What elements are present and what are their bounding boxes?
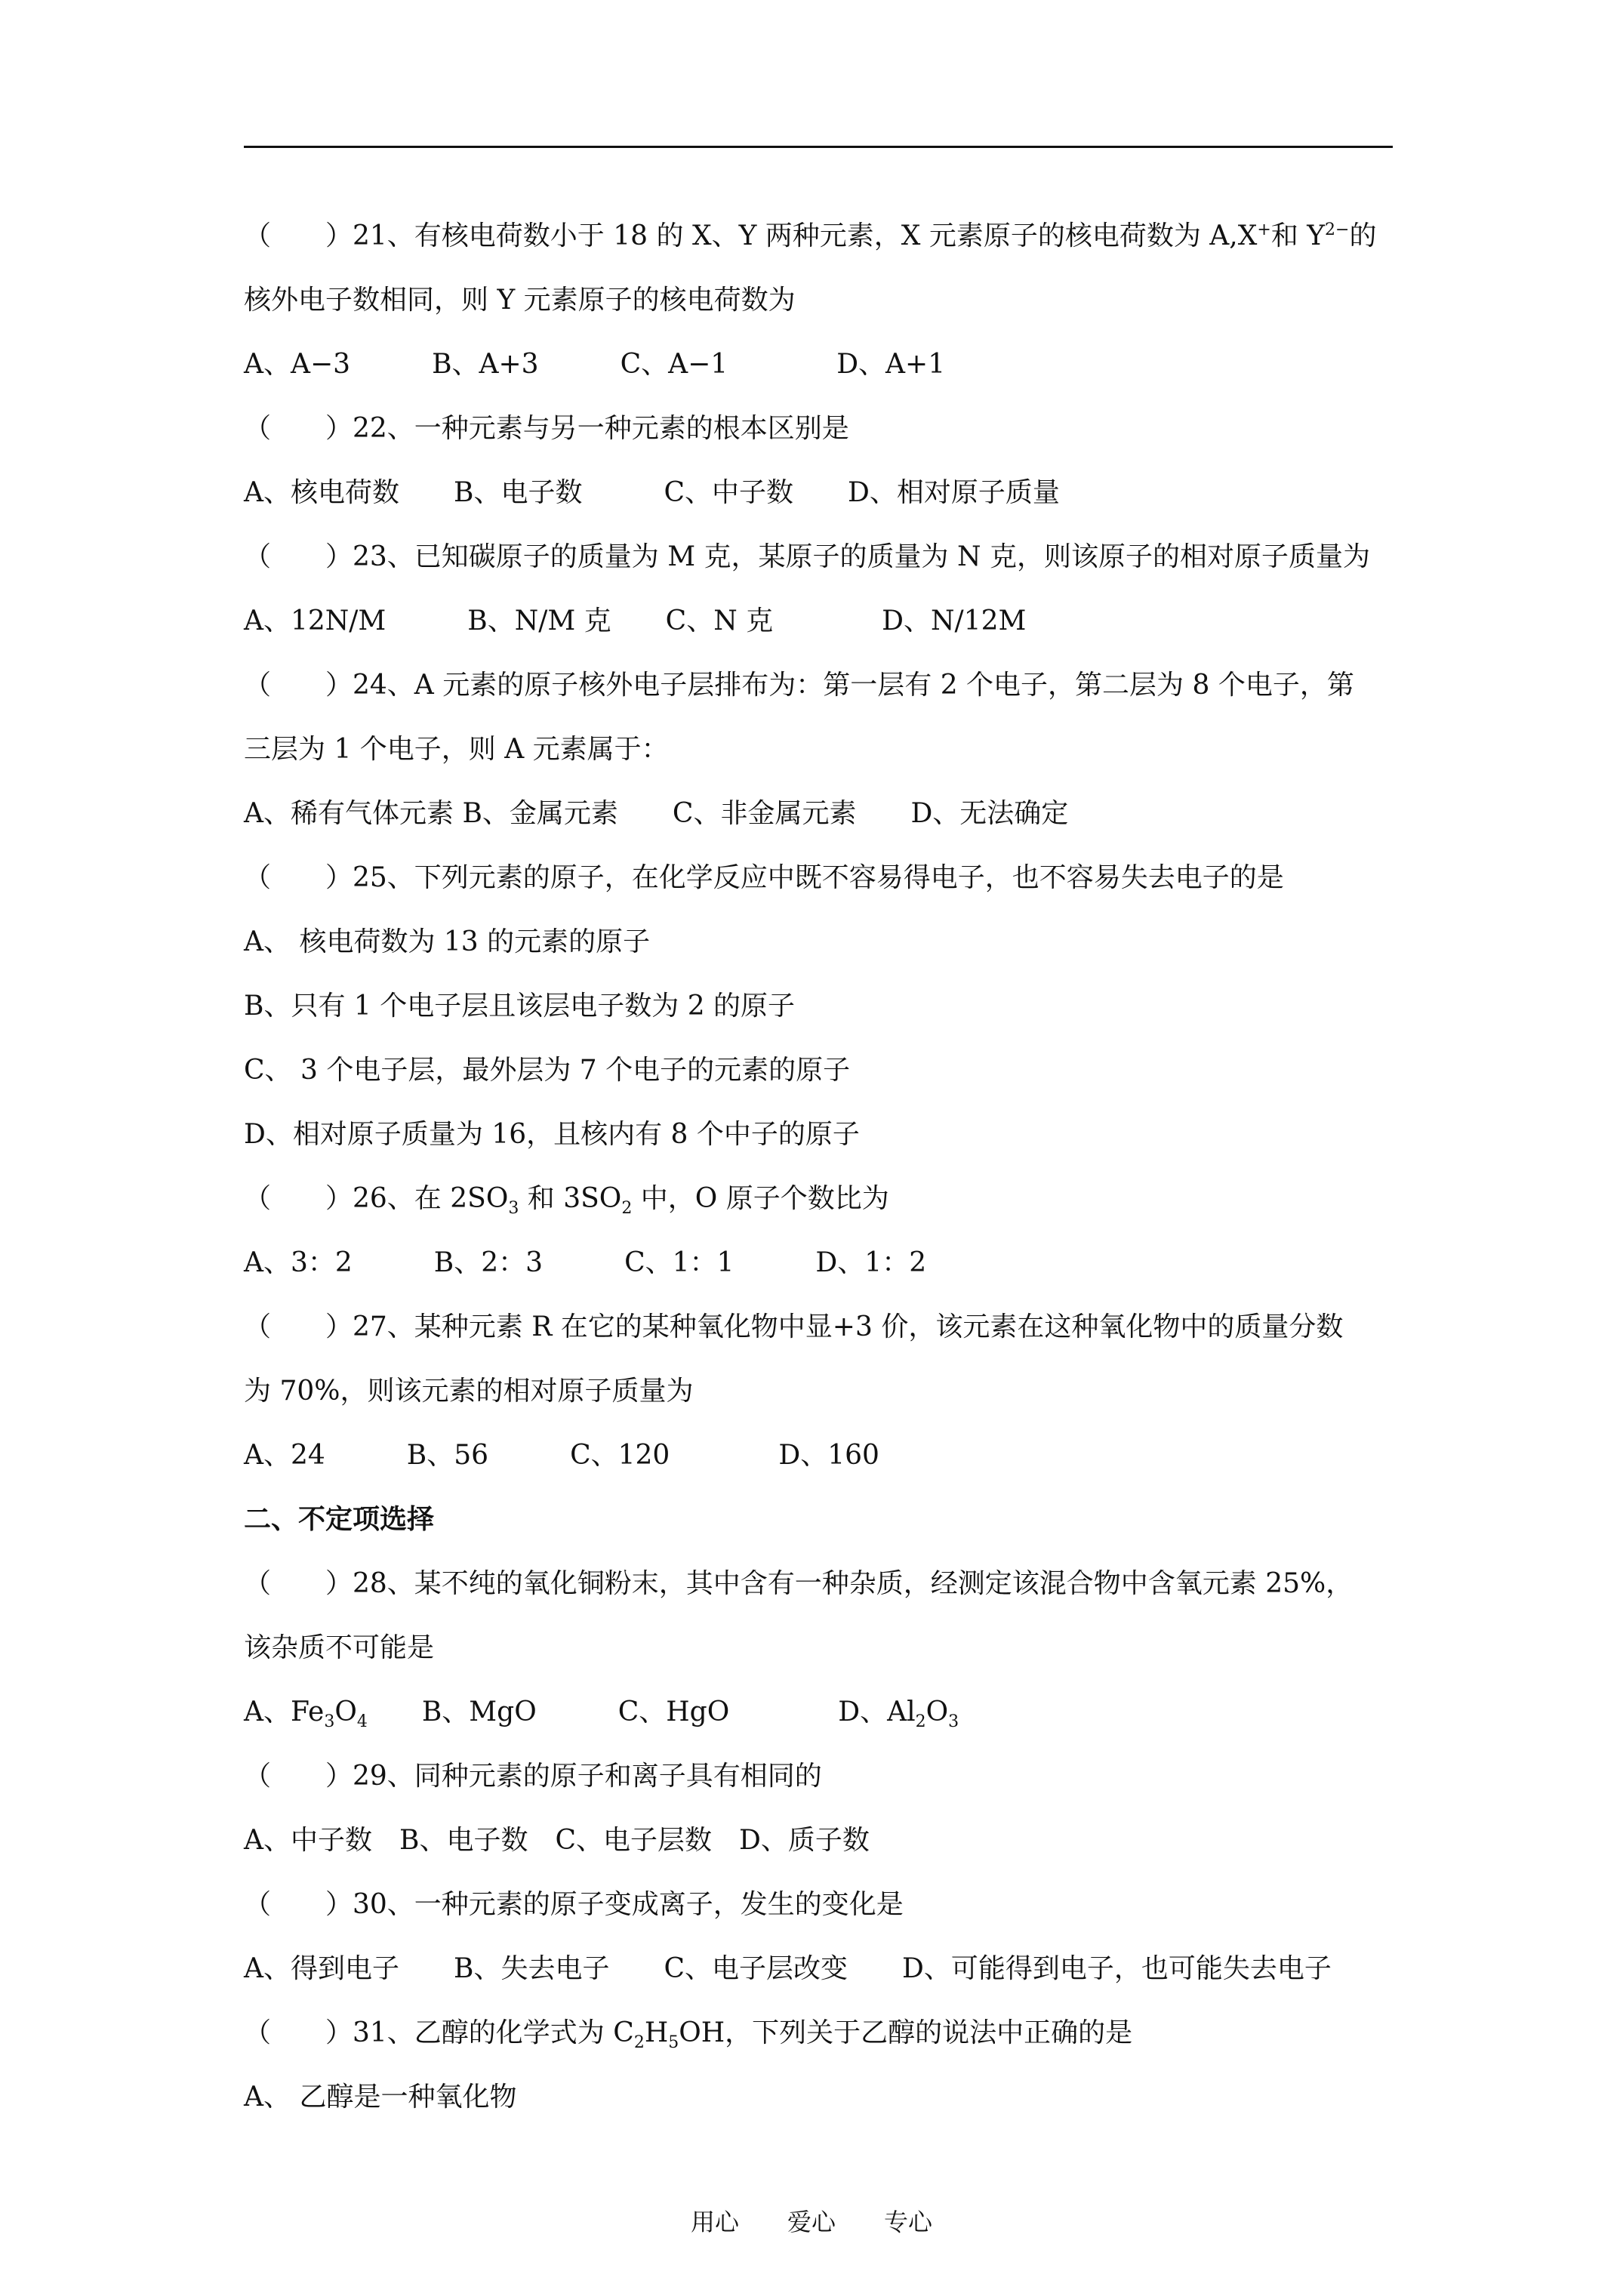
q26-options: A、3：2 B、2：3 C、1：1 D、1：2 bbox=[244, 1247, 927, 1278]
q28-stem-line2: 该杂质不可能是 bbox=[244, 1632, 435, 1663]
q21-stem-line2: 核外电子数相同，则 Y 元素原子的核电荷数为 bbox=[244, 285, 796, 316]
q24-options: A、稀有气体元素 B、金属元素 C、非金属元素 D、无法确定 bbox=[244, 798, 1069, 829]
header-rule bbox=[244, 146, 1393, 148]
q24-stem-line2: 三层为 1 个电子，则 A 元素属于： bbox=[244, 734, 669, 765]
q28-stem-line1: （ ）28、某不纯的氧化铜粉末，其中含有一种杂质，经测定该混合物中含氧元素 25%， bbox=[244, 1568, 1354, 1599]
q25-stem: （ ）25、下列元素的原子，在化学反应中既不容易得电子，也不容易失去电子的是 bbox=[244, 862, 1284, 893]
q22-options: A、核电荷数 B、电子数 C、中子数 D、相对原子质量 bbox=[244, 477, 1060, 508]
q25-option-c: C、 3 个电子层，最外层为 7 个电子的元素的原子 bbox=[244, 1055, 851, 1086]
q25-option-a: A、 核电荷数为 13 的元素的原子 bbox=[244, 926, 651, 957]
q31-stem: （ ）31、乙醇的化学式为 $C_2H_5OH$，下列关于乙醇的说法中正确的是 bbox=[244, 2017, 1133, 2053]
q27-stem-line2: 为 70%，则该元素的相对原子质量为 bbox=[244, 1376, 694, 1407]
q25-option-b: B、只有 1 个电子层且该层电子数为 2 的原子 bbox=[244, 991, 796, 1022]
q21-options: A、A−3 B、A+3 C、A−1 D、A+1 bbox=[244, 349, 946, 380]
q29-options: A、中子数 B、电子数 C、电子层数 D、质子数 bbox=[244, 1825, 870, 1856]
q21-stem-line1: （ ）21、有核电荷数小于 18 的 X、Y 两种元素，X 元素原子的核电荷数为 A,X+和 $Y^{2-}$的 bbox=[244, 220, 1377, 251]
q31-option-a: A、 乙醇是一种氧化物 bbox=[244, 2082, 517, 2113]
q24-stem-line1: （ ）24、A 元素的原子核外电子层排布为：第一层有 2 个电子，第二层为 8 个电子，第 bbox=[244, 670, 1354, 701]
q23-options: A、12N/M B、N/M 克 C、N 克 D、N/12M bbox=[244, 606, 1027, 636]
q30-options: A、得到电子 B、失去电子 C、电子层改变 D、可能得到电子，也可能失去电子 bbox=[244, 1953, 1332, 1984]
q28-options: A、$Fe_3O_4$ B、MgO C、HgO D、$Al_2O_3$ bbox=[244, 1697, 959, 1732]
q29-stem: （ ）29、同种元素的原子和离子具有相同的 bbox=[244, 1761, 822, 1792]
q26-stem: （ ）26、在 $2SO_3$ 和 $3SO_2$ 中，O 原子个数比为 bbox=[244, 1183, 889, 1219]
q25-option-d: D、相对原子质量为 16，且核内有 8 个中子的原子 bbox=[244, 1119, 860, 1150]
q27-stem-line1: （ ）27、某种元素 R 在它的某种氧化物中显+3 价，该元素在这种氧化物中的质量分数 bbox=[244, 1311, 1344, 1342]
question-list bbox=[244, 204, 1406, 2129]
q30-stem: （ ）30、一种元素的原子变成离子，发生的变化是 bbox=[244, 1889, 904, 1920]
section-title: 二、不定项选择 bbox=[244, 1503, 435, 1535]
q23-stem: （ ）23、已知碳原子的质量为 M 克，某原子的质量为 N 克，则该原子的相对原子质量为 bbox=[244, 541, 1370, 572]
q22-stem: （ ）22、一种元素与另一种元素的根本区别是 bbox=[244, 413, 849, 444]
page-footer: 用心 爱心 专心 bbox=[690, 2208, 932, 2236]
q27-options: A、24 B、56 C、120 D、160 bbox=[244, 1440, 879, 1471]
